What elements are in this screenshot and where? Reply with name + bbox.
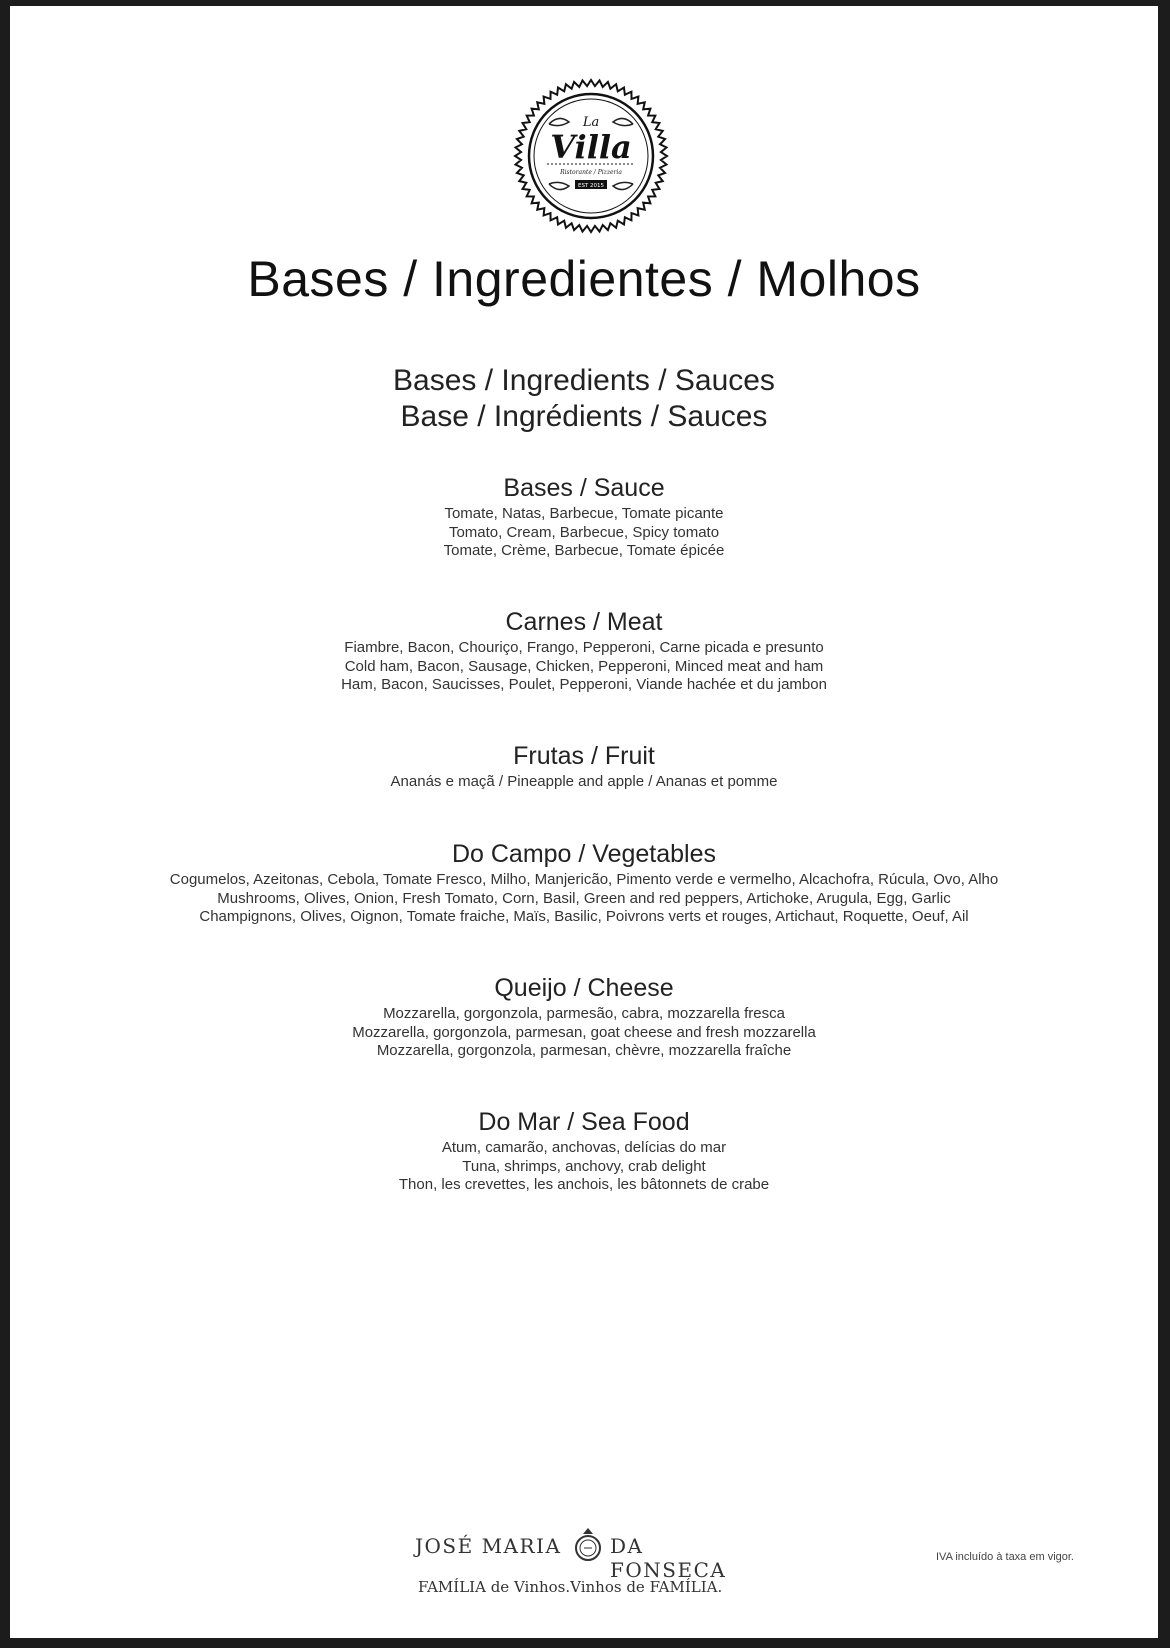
section-line: Mozzarella, gorgonzola, parmesan, goat cheese and fresh mozzarella (352, 1023, 816, 1041)
crest-icon (573, 1526, 603, 1566)
section-cheese (10, 973, 1158, 1061)
sponsor-name-left: JOSÉ MARIA (415, 1534, 562, 1558)
section-title: Frutas / Fruit (513, 742, 655, 770)
section-title: Do Mar / Sea Food (478, 1108, 690, 1136)
la-villa-logo (511, 76, 671, 236)
page-title: Bases / Ingredientes / Molhos (247, 251, 921, 307)
section-line: Ham, Bacon, Saucisses, Poulet, Pepperoni, Viande hachée et du jambon (341, 676, 827, 693)
section-title: Do Campo / Vegetables (451, 840, 717, 868)
sponsor-logo (415, 1526, 755, 1606)
section-title: Queijo / Cheese (494, 974, 674, 1002)
logo-est: EST 2015 (577, 183, 605, 189)
section-line: Tomate, Natas, Barbecue, Tomate picante (444, 505, 724, 522)
sponsor-name-right: DA FONSECA (610, 1534, 727, 1582)
section-seafood (10, 1107, 1158, 1195)
section-vegetables (10, 839, 1158, 927)
section-line: Tomato, Cream, Barbecue, Spicy tomato (448, 523, 720, 541)
subtitle-french: Base / Ingrédients / Sauces (400, 400, 768, 433)
logo-word-la: La (582, 115, 600, 130)
section-line: Fiambre, Bacon, Chouriço, Frango, Pepperoni, Carne picada e presunto (344, 639, 824, 656)
section-line: Tomate, Crème, Barbecue, Tomate épicée (443, 542, 725, 559)
sponsor-tagline: FAMÍLIA de Vinhos.Vinhos de FAMÍLIA. (418, 1578, 723, 1596)
logo-word-villa: Villa (550, 128, 632, 166)
vat-note: IVA incluído à taxa em vigor. (936, 1551, 1074, 1563)
section-line: Champignons, Olives, Oignon, Tomate fraiche, Maïs, Basilic, Poivrons verts et rouges, Artichaut, Roquette, Oeuf, Ail (199, 908, 969, 925)
section-fruit (10, 741, 1158, 792)
section-line: Cogumelos, Azeitonas, Cebola, Tomate Fresco, Milho, Manjericão, Pimento verde e vermelho, Alcachofra, Rúcula, Ovo, Alho (169, 871, 999, 888)
menu-page (10, 6, 1158, 1638)
section-bases (10, 473, 1158, 561)
section-line: Tuna, shrimps, anchovy, crab delight (462, 1157, 706, 1175)
section-line: Mushrooms, Olives, Onion, Fresh Tomato, Corn, Basil, Green and red peppers, Artichoke, Arugula, Egg, Garlic (217, 889, 951, 907)
section-title: Carnes / Meat (505, 608, 663, 636)
section-line: Mozzarella, gorgonzola, parmesão, cabra, mozzarella fresca (383, 1005, 785, 1022)
logo-tagline: Ristorante / Pizzeria (560, 169, 622, 176)
section-line: Atum, camarão, anchovas, delícias do mar (441, 1139, 727, 1156)
section-line: Mozzarella, gorgonzola, parmesan, chèvre, mozzarella fraîche (376, 1042, 792, 1059)
section-meat (10, 607, 1158, 695)
subtitle-english: Bases / Ingredients / Sauces (393, 364, 775, 397)
section-line: Cold ham, Bacon, Sausage, Chicken, Pepperoni, Minced meat and ham (344, 657, 824, 675)
section-line: Thon, les crevettes, les anchois, les bâtonnets de crabe (398, 1176, 770, 1193)
section-line: Ananás e maçã / Pineapple and apple / Ananas et pomme (390, 773, 778, 790)
section-title: Bases / Sauce (503, 474, 665, 502)
